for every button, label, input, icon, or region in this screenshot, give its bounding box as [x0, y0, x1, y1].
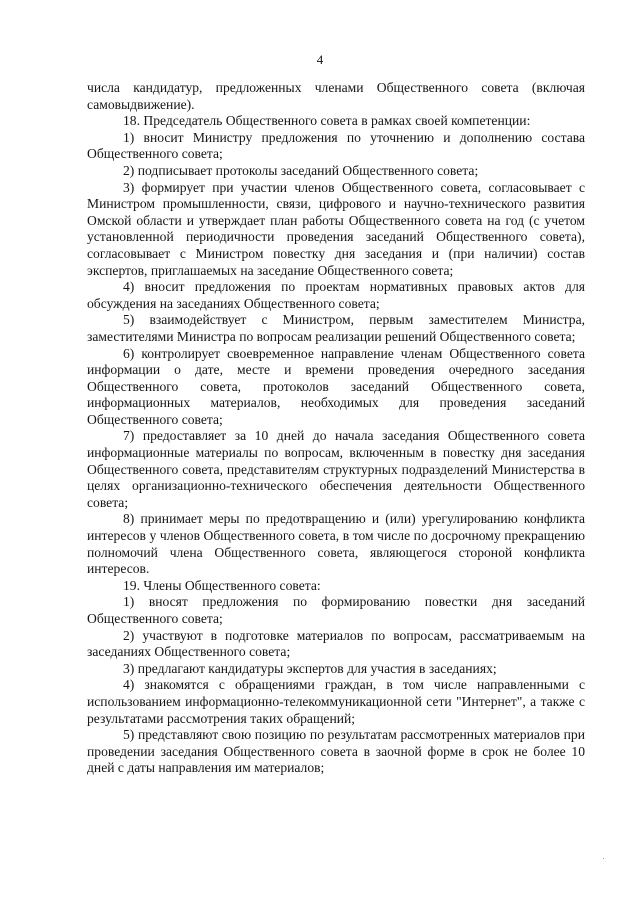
- paragraph: 7) предоставляет за 10 дней до начала заседания Общественного совета информационные материалы по вопросам, включенным в повестку дня заседания Общественного совета, представителям структурных подразделений Министерства в целях организационно-технического обеспечения деятельности Общественного совета;: [87, 428, 585, 510]
- paragraph: 4) вносит предложения по проектам нормативных правовых актов для обсуждения на заседаниях Общественного совета;: [87, 279, 585, 311]
- paragraph: числа кандидатур, предложенных членами Общественного совета (включая самовыдвижение).: [87, 80, 585, 112]
- scan-speck: [603, 858, 604, 859]
- paragraph: 2) подписывает протоколы заседаний Общественного совета;: [123, 162, 479, 178]
- paragraph: 1) вносят предложения по формированию повестки дня заседаний Общественного совета;: [87, 594, 585, 626]
- paragraph: 3) предлагают кандидатуры экспертов для участия в заседаниях;: [123, 660, 497, 676]
- paragraph: 4) знакомятся с обращениями граждан, в том числе направленными с использованием информационно-телекоммуникационной сети "Интернет", а также с результатами рассмотрения таких обращений;: [87, 677, 585, 726]
- paragraph: 19. Члены Общественного совета:: [123, 577, 321, 593]
- paragraph: 5) представляют свою позицию по результатам рассмотренных материалов при проведении заседания Общественного совета в заочной форме в срок не более 10 дней с даты направления им материалов;: [87, 727, 585, 776]
- page-number: 4: [316, 52, 324, 67]
- document-body: [87, 80, 585, 777]
- paragraph: 1) вносит Министру предложения по уточнению и дополнению состава Общественного совета;: [87, 129, 585, 162]
- paragraph: 5) взаимодействует с Министром, первым заместителем Министра, заместителями Министра по вопросам реализации решений Общественного совета;: [87, 312, 585, 344]
- paragraph: 3) формирует при участии членов Общественного совета, согласовывает с Министром промышленности, связи, цифрового и научно-технического развития Омской области и утверждает план работы Общественного совета на год (с учетом установленной периодичности проведения заседаний Общественного совета), согласовывает с Министром повестку дня заседания и (при наличии) состав экспертов, приглашаемых на заседание Общественного совета;: [87, 179, 585, 278]
- paragraph: 2) участвуют в подготовке материалов по вопросам, рассматриваемым на заседаниях Общественного совета;: [87, 627, 585, 660]
- paragraph: 6) контролирует своевременное направление членам Общественного совета информации о дате, месте и времени проведения очередного заседания Общественного совета, протоколов заседаний Общественного совета, информационных материалов, необходимых для проведения заседаний Общественного совета;: [87, 345, 585, 427]
- paragraph: 18. Председатель Общественного совета в рамках своей компетенции:: [123, 113, 531, 129]
- paragraph: 8) принимает меры по предотвращению и (или) урегулированию конфликта интересов у членов Общественного совета, в том числе по досрочному прекращению полномочий члена Общественного совета, являющегося стороной конфликта интересов.: [87, 511, 585, 577]
